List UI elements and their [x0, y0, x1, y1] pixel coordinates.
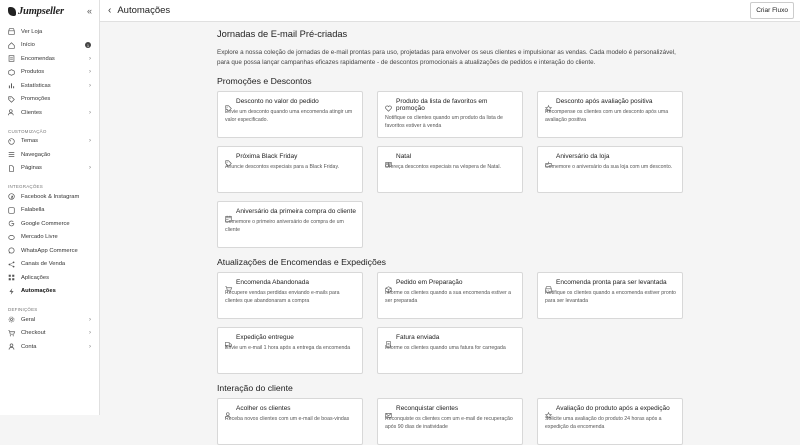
card-description: Anuncie descontos especiais para a Black Friday. [225, 164, 340, 170]
sidebar-item-canais-de-venda[interactable] [0, 258, 99, 272]
sidebar-item-label: Checkout [21, 330, 46, 337]
journey-card-fatura-enviada[interactable] [377, 327, 523, 374]
chevron-right-icon: › [89, 138, 91, 145]
card-title: Encomenda Abandonada [236, 279, 310, 286]
sidebar-item-label: Mercado Livre [21, 234, 58, 241]
card-title: Avaliação do produto após a expedição [556, 405, 670, 412]
sidebar-item-label: Google Commerce [21, 220, 70, 227]
truck-icon [225, 335, 232, 342]
sidebar-item-label: Produtos [21, 69, 45, 76]
journey-card-acolher-os-clientes[interactable] [217, 398, 363, 445]
card-title: Produto da lista de favoritos em promoção [396, 98, 488, 113]
sidebar-item-ver-loja[interactable] [0, 25, 99, 39]
sidebar-item-aplicacoes[interactable] [0, 271, 99, 285]
sidebar-item-encomendas[interactable] [0, 52, 99, 66]
sidebar-item-whatsapp-commerce[interactable] [0, 244, 99, 258]
sidebar-item-estatisticas[interactable] [0, 79, 99, 93]
card-description: Informe os clientes quando a sua encomenda estiver a ser preparada [385, 290, 512, 304]
sidebar-item-promocoes[interactable] [0, 93, 99, 107]
chevron-right-icon: › [89, 343, 91, 350]
sidebar-item-produtos[interactable] [0, 66, 99, 80]
card-description: Reconquiste os clientes com um e-mail de recuperação após 90 dias de inatividade [385, 416, 513, 430]
section-title: Promoções e Descontos [217, 76, 312, 86]
section-settings-heading: DEFINIÇÕES [8, 307, 38, 312]
sidebar-item-label: Ver Loja [21, 28, 43, 35]
journey-card-desconto-no-valor-do-pedido[interactable] [217, 91, 363, 138]
cake-icon [545, 154, 552, 161]
content [100, 22, 800, 445]
sidebar-item-google-commerce[interactable] [0, 217, 99, 231]
section-title: Atualizações de Encomendas e Expedições [217, 257, 387, 267]
top-bar [100, 0, 800, 22]
journey-card-aniversario-da-loja[interactable] [537, 146, 683, 193]
box-icon [385, 280, 392, 287]
journey-card-pedido-em-preparacao[interactable] [377, 272, 523, 319]
section-customization-heading: CUSTOMIZAÇÃO [8, 128, 47, 134]
card-title: Pedido em Preparação [396, 279, 463, 286]
collapse-sidebar-icon[interactable]: « [86, 6, 92, 16]
sidebar-header [0, 0, 99, 22]
sidebar-item-label: WhatsApp Commerce [21, 247, 78, 254]
chevron-right-icon: › [89, 330, 91, 337]
sidebar-item-label: Canais de Venda [21, 261, 66, 268]
journey-card-desconto-apos-avaliacao-positiva[interactable] [537, 91, 683, 138]
mercado-livre-icon [8, 234, 15, 241]
card-grid [217, 272, 683, 374]
card-title: Aniversário da loja [556, 153, 610, 160]
sidebar-item-falabella[interactable] [0, 204, 99, 218]
sidebar-item-temas[interactable] [0, 135, 99, 149]
sidebar-item-label: Estatísticas [21, 82, 51, 89]
section-title: Interação do cliente [217, 383, 293, 393]
card-description: Recompense os clientes com um desconto após uma avaliação positiva [545, 109, 669, 123]
card-description: Informe os clientes quando uma fatura for carregada [385, 345, 506, 351]
card-title: Natal [396, 153, 412, 160]
main-area [100, 0, 800, 430]
page-header-title: Automações [117, 5, 171, 16]
users-icon [225, 406, 232, 413]
sidebar-item-label: Páginas [21, 165, 42, 172]
orders-icon [8, 55, 15, 62]
card-title: Desconto no valor do pedido [236, 98, 319, 105]
chart-icon [8, 82, 15, 89]
card-description: Envie um e-mail 1 hora após a entrega da encomenda [225, 345, 351, 351]
sidebar-item-navegacao[interactable] [0, 148, 99, 162]
back-arrow-icon[interactable]: ‹ [108, 5, 112, 16]
sidebar-item-label: Facebook & Instagram [21, 193, 80, 200]
card-description: Receba novos clientes com um e-mail de boas-vindas [225, 416, 350, 422]
sidebar-nav [0, 25, 99, 354]
sidebar-item-checkout[interactable] [0, 327, 99, 341]
sidebar-item-label: Conta [21, 343, 37, 350]
chevron-right-icon: › [89, 69, 91, 76]
calendar-icon [225, 209, 232, 216]
sidebar-item-mercado-livre[interactable] [0, 231, 99, 245]
chevron-right-icon: › [89, 316, 91, 323]
card-description: Recupere vendas perdidas enviando e-mails para clientes que abandonaram a compra [225, 290, 340, 304]
cart-icon [225, 280, 232, 287]
invoice-icon [385, 335, 392, 342]
sidebar-item-label: Encomendas [21, 55, 55, 62]
sidebar-item-clientes[interactable] [0, 106, 99, 120]
gift-icon [385, 154, 392, 161]
navigation-icon [8, 151, 15, 158]
card-description: Comemore o primeiro aniversário de compra de um cliente [225, 219, 344, 233]
sidebar-item-paginas[interactable] [0, 162, 99, 176]
journey-card-natal[interactable] [377, 146, 523, 193]
card-title: Reconquistar clientes [396, 405, 459, 412]
sidebar-item-label: Geral [21, 316, 36, 323]
card-description: Ofereça descontos especiais na véspera de Natal. [385, 164, 501, 170]
store-icon [8, 28, 15, 35]
card-description: Envie um desconto quando uma encomenda atingir um valor especificado. [225, 109, 353, 123]
home-icon [8, 42, 15, 49]
sidebar-item-label: Início [21, 42, 35, 49]
settings-icon [8, 316, 15, 323]
automation-icon [8, 288, 15, 295]
card-title: Próxima Black Friday [236, 153, 298, 160]
sidebar-item-automacoes[interactable] [0, 285, 99, 299]
card-description: Solicite uma avaliação do produto 24 horas após a expedição da encomenda [545, 416, 662, 430]
card-title: Expedição entregue [236, 334, 294, 341]
sidebar-item-label: Navegação [21, 151, 51, 158]
card-title: Encomenda pronta para ser levantada [556, 279, 667, 286]
card-grid [217, 398, 683, 445]
card-title: Acolher os clientes [236, 405, 291, 412]
whatsapp-icon [8, 247, 15, 254]
pages-icon [8, 165, 15, 172]
chevron-right-icon: › [89, 109, 91, 116]
products-icon [8, 69, 15, 76]
card-title: Aniversário da primeira compra do cliente [236, 208, 356, 215]
percent-icon [225, 99, 232, 106]
sidebar-item-label: Promoções [21, 96, 51, 103]
tag-icon [8, 96, 15, 103]
journey-card-encomenda-abandonada[interactable] [217, 272, 363, 319]
page-intro: Explore a nossa coleção de jornadas de e-mail prontas para uso, projetadas para envolver os seus clientes e impulsionar as vendas. Cada modelo é personalizável, para que possa lançar campanhas eficazes rapidamente - de descontos promocionais a atualizações de pedidos e interação do cliente. [217, 49, 676, 66]
journey-card-avaliacao-do-produto-apos-a-expedicao[interactable] [537, 398, 683, 445]
mail-icon [385, 406, 392, 413]
google-icon [8, 220, 15, 227]
journey-card-aniversario-da-primeira-compra-do-cliente[interactable] [217, 201, 363, 248]
card-grid [217, 91, 683, 248]
sidebar-item-label: Clientes [21, 109, 42, 116]
chevron-right-icon: › [89, 82, 91, 89]
section-integrations-heading: INTEGRAÇÕES [8, 184, 43, 189]
sidebar-item-label: Temas [21, 138, 39, 145]
star-icon [545, 406, 552, 413]
logo-icon [8, 7, 16, 16]
card-description: Comemore o aniversário da sua loja com um desconto. [545, 164, 673, 170]
heart-icon [385, 99, 392, 106]
facebook-icon [8, 193, 15, 200]
card-description: Notifique os clientes quando a encomenda estiver pronto para ser levantada [545, 290, 676, 304]
page-title: Jornadas de E-mail Pré-criadas [217, 29, 348, 39]
chevron-right-icon: › [89, 165, 91, 172]
sidebar-item-inicio[interactable] [0, 39, 99, 53]
sidebar-item-label: Automações [21, 288, 56, 295]
logo-text: Jumpseller [18, 5, 64, 17]
journey-card-reconquistar-clientes[interactable] [377, 398, 523, 445]
users-icon [8, 109, 15, 116]
chevron-right-icon: › [89, 55, 91, 62]
star-icon [545, 99, 552, 106]
store-icon [545, 280, 552, 287]
card-description: Notifique os clientes quando um produto da lista de favoritos estiver à venda [385, 115, 503, 130]
journey-card-proxima-black-friday[interactable] [217, 146, 363, 193]
sidebar-item-geral[interactable] [0, 313, 99, 327]
jumpseller-logo[interactable] [8, 6, 64, 17]
sidebar [0, 0, 100, 415]
sidebar-item-label: Aplicações [21, 274, 50, 281]
apps-icon [8, 274, 15, 281]
card-title: Fatura enviada [396, 334, 440, 341]
journey-card-encomenda-pronta-para-ser-levantada[interactable] [537, 272, 683, 319]
cart-icon [8, 330, 15, 337]
theme-icon [8, 138, 15, 145]
falabella-icon [8, 207, 15, 214]
card-title: Desconto após avaliação positiva [556, 98, 653, 105]
create-flow-button[interactable]: Criar Fluxo [750, 2, 794, 19]
sidebar-item-conta[interactable] [0, 340, 99, 354]
journey-card-expedicao-entregue[interactable] [217, 327, 363, 374]
tag-icon [225, 154, 232, 161]
sidebar-item-facebook-instagram[interactable] [0, 190, 99, 204]
channels-icon [8, 261, 15, 268]
account-icon [8, 343, 15, 350]
journey-card-produto-da-lista-de-favoritos-em-promocao[interactable] [377, 91, 523, 138]
sidebar-item-label: Falabella [21, 207, 45, 214]
notification-badge: 1 [86, 42, 90, 48]
